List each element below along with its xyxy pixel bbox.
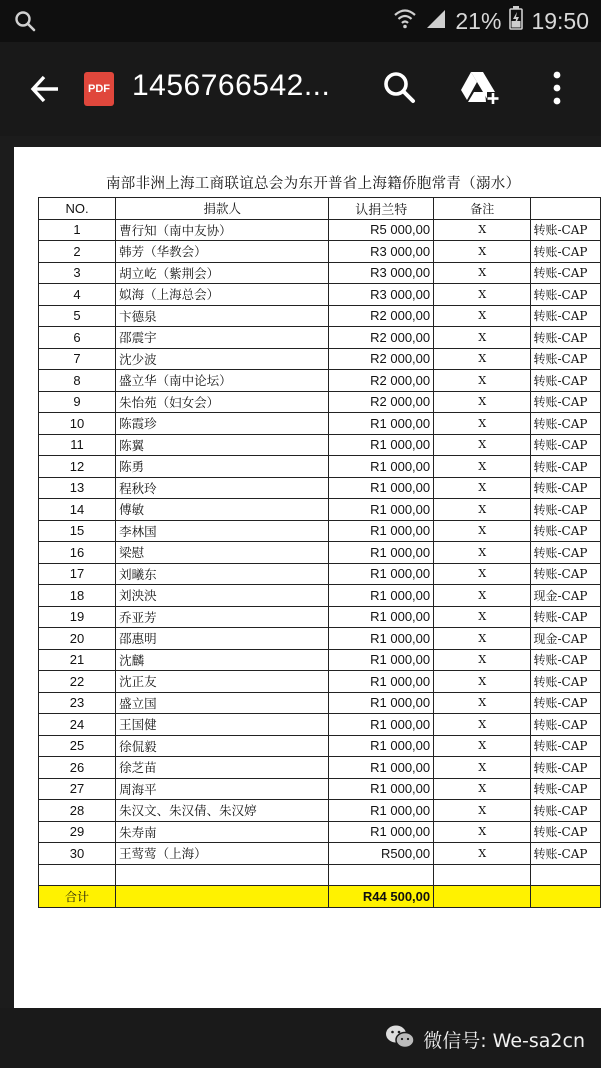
donation-amount: R1 000,00 <box>329 671 434 693</box>
note-mark: X <box>434 542 531 564</box>
header-no: NO. <box>39 198 116 220</box>
donation-amount: R1 000,00 <box>329 434 434 456</box>
bottom-bar <box>0 1008 601 1068</box>
blank-cell <box>531 864 601 886</box>
donation-amount: R1 000,00 <box>329 542 434 564</box>
note-mark: X <box>434 843 531 865</box>
donor-name: 朱怡苑（妇女会） <box>116 391 329 413</box>
donor-name: 陈霞珍 <box>116 413 329 435</box>
donation-amount: R2 000,00 <box>329 305 434 327</box>
page-heading: 南部非洲上海工商联谊总会为东开普省上海籍侨胞常青（溺水） <box>106 176 521 192</box>
note-mark: X <box>434 821 531 843</box>
clock: 19:50 <box>531 7 589 34</box>
donor-name: 刘泱泱 <box>116 585 329 607</box>
donor-name: 王国健 <box>116 714 329 736</box>
table-row <box>39 348 601 370</box>
total-amount: R44 500,00 <box>329 886 434 908</box>
table-row <box>39 520 601 542</box>
donor-name: 王莺莺（上海） <box>116 843 329 865</box>
header-donor: 捐款人 <box>116 198 329 220</box>
donor-name: 邵震宇 <box>116 327 329 349</box>
payment-method: 转账-CAP <box>531 413 601 435</box>
donor-name: 邵惠明 <box>116 628 329 650</box>
note-mark: X <box>434 477 531 499</box>
donor-name: 姒海（上海总会） <box>116 284 329 306</box>
row-number: 17 <box>39 563 116 585</box>
note-mark: X <box>434 628 531 650</box>
row-number: 27 <box>39 778 116 800</box>
row-number: 24 <box>39 714 116 736</box>
signal-icon <box>425 7 447 35</box>
row-number: 30 <box>39 843 116 865</box>
donation-amount: R1 000,00 <box>329 757 434 779</box>
donor-name: 曹行知（南中友协） <box>116 219 329 241</box>
row-number: 9 <box>39 391 116 413</box>
note-mark: X <box>434 735 531 757</box>
donation-amount: R1 000,00 <box>329 477 434 499</box>
donor-name: 乔亚芳 <box>116 606 329 628</box>
donor-name: 沈正友 <box>116 671 329 693</box>
table-row <box>39 262 601 284</box>
table-row <box>39 628 601 650</box>
table-row <box>39 606 601 628</box>
payment-method: 转账-CAP <box>531 520 601 542</box>
row-number: 18 <box>39 585 116 607</box>
payment-method: 转账-CAP <box>531 327 601 349</box>
note-mark: X <box>434 757 531 779</box>
donation-amount: R1 000,00 <box>329 456 434 478</box>
row-number: 28 <box>39 800 116 822</box>
payment-method: 转账-CAP <box>531 821 601 843</box>
row-number: 12 <box>39 456 116 478</box>
donor-name: 李林国 <box>116 520 329 542</box>
table-row <box>39 757 601 779</box>
payment-method: 转账-CAP <box>531 391 601 413</box>
donor-name: 徐侃毅 <box>116 735 329 757</box>
wechat-watermark <box>385 1024 585 1055</box>
row-number: 20 <box>39 628 116 650</box>
payment-method: 转账-CAP <box>531 563 601 585</box>
row-number: 29 <box>39 821 116 843</box>
payment-method: 转账-CAP <box>531 434 601 456</box>
document-title: 1456766542... <box>132 69 331 102</box>
donation-amount: R3 000,00 <box>329 262 434 284</box>
blank-cell <box>39 864 116 886</box>
table-row <box>39 284 601 306</box>
table-row <box>39 434 601 456</box>
table-header-row <box>39 198 601 220</box>
row-number: 14 <box>39 499 116 521</box>
row-number: 13 <box>39 477 116 499</box>
donation-amount: R2 000,00 <box>329 327 434 349</box>
note-mark: X <box>434 778 531 800</box>
row-number: 6 <box>39 327 116 349</box>
table-row <box>39 821 601 843</box>
pdf-page[interactable] <box>14 147 601 1008</box>
note-mark: X <box>434 284 531 306</box>
row-number: 1 <box>39 219 116 241</box>
donor-name: 周海平 <box>116 778 329 800</box>
table-row <box>39 219 601 241</box>
payment-method: 转账-CAP <box>531 649 601 671</box>
payment-method: 转账-CAP <box>531 778 601 800</box>
note-mark: X <box>434 499 531 521</box>
table-row <box>39 735 601 757</box>
row-number: 8 <box>39 370 116 392</box>
search-button[interactable] <box>382 70 418 110</box>
total-blank <box>531 886 601 908</box>
table-row <box>39 370 601 392</box>
donation-amount: R1 000,00 <box>329 735 434 757</box>
header-amount: 认捐兰特 <box>329 198 434 220</box>
note-mark: X <box>434 585 531 607</box>
payment-method: 转账-CAP <box>531 542 601 564</box>
row-number: 11 <box>39 434 116 456</box>
table-row <box>39 477 601 499</box>
total-blank <box>116 886 329 908</box>
payment-method: 转账-CAP <box>531 305 601 327</box>
note-mark: X <box>434 800 531 822</box>
note-mark: X <box>434 241 531 263</box>
donor-name: 程秋玲 <box>116 477 329 499</box>
donor-name: 刘曦东 <box>116 563 329 585</box>
payment-method: 转账-CAP <box>531 241 601 263</box>
donor-name: 盛立国 <box>116 692 329 714</box>
note-mark: X <box>434 305 531 327</box>
table-row <box>39 671 601 693</box>
payment-method: 转账-CAP <box>531 735 601 757</box>
blank-cell <box>434 864 531 886</box>
table-row <box>39 800 601 822</box>
note-mark: X <box>434 370 531 392</box>
note-mark: X <box>434 456 531 478</box>
donation-amount: R1 000,00 <box>329 520 434 542</box>
payment-method: 转账-CAP <box>531 284 601 306</box>
note-mark: X <box>434 714 531 736</box>
donation-amount: R1 000,00 <box>329 649 434 671</box>
payment-method: 转账-CAP <box>531 262 601 284</box>
donation-amount: R5 000,00 <box>329 219 434 241</box>
note-mark: X <box>434 219 531 241</box>
donation-amount: R2 000,00 <box>329 391 434 413</box>
note-mark: X <box>434 413 531 435</box>
battery-icon <box>509 6 523 36</box>
note-mark: X <box>434 606 531 628</box>
payment-method: 转账-CAP <box>531 843 601 865</box>
table-row <box>39 305 601 327</box>
add-to-drive-button[interactable] <box>458 70 500 110</box>
payment-method: 转账-CAP <box>531 477 601 499</box>
row-number: 7 <box>39 348 116 370</box>
donor-name: 陈翼 <box>116 434 329 456</box>
donor-name: 盛立华（南中论坛） <box>116 370 329 392</box>
back-arrow-icon[interactable] <box>28 72 62 110</box>
status-bar <box>0 0 601 42</box>
blank-row <box>39 864 601 886</box>
donor-name: 沈少波 <box>116 348 329 370</box>
row-number: 19 <box>39 606 116 628</box>
row-number: 3 <box>39 262 116 284</box>
donation-amount: R3 000,00 <box>329 241 434 263</box>
note-mark: X <box>434 262 531 284</box>
table-row <box>39 714 601 736</box>
donation-amount: R1 000,00 <box>329 499 434 521</box>
payment-method: 转账-CAP <box>531 499 601 521</box>
blank-cell <box>116 864 329 886</box>
donor-name: 傅敏 <box>116 499 329 521</box>
table-row <box>39 843 601 865</box>
note-mark: X <box>434 327 531 349</box>
row-number: 22 <box>39 671 116 693</box>
wechat-icon <box>385 1024 415 1055</box>
donor-name: 朱寿南 <box>116 821 329 843</box>
payment-method: 转账-CAP <box>531 757 601 779</box>
donation-amount: R500,00 <box>329 843 434 865</box>
payment-method: 现金-CAP <box>531 585 601 607</box>
donation-amount: R1 000,00 <box>329 714 434 736</box>
wechat-id: 微信号: We-sa2cn <box>423 1030 585 1052</box>
donor-name: 陈勇 <box>116 456 329 478</box>
table-row <box>39 542 601 564</box>
table-row <box>39 241 601 263</box>
row-number: 16 <box>39 542 116 564</box>
row-number: 21 <box>39 649 116 671</box>
note-mark: X <box>434 434 531 456</box>
note-mark: X <box>434 348 531 370</box>
table-row <box>39 391 601 413</box>
blank-cell <box>329 864 434 886</box>
payment-method: 转账-CAP <box>531 348 601 370</box>
donor-name: 胡立屹（紫荆会） <box>116 262 329 284</box>
app-bar <box>0 42 601 136</box>
payment-method: 转账-CAP <box>531 606 601 628</box>
donation-amount: R3 000,00 <box>329 284 434 306</box>
table-row <box>39 585 601 607</box>
donor-name: 韩芳（华教会） <box>116 241 329 263</box>
donation-amount: R1 000,00 <box>329 821 434 843</box>
note-mark: X <box>434 563 531 585</box>
table-row <box>39 413 601 435</box>
donation-amount: R1 000,00 <box>329 413 434 435</box>
table-row <box>39 327 601 349</box>
note-mark: X <box>434 649 531 671</box>
payment-method: 转账-CAP <box>531 456 601 478</box>
note-mark: X <box>434 692 531 714</box>
donation-amount: R2 000,00 <box>329 348 434 370</box>
donation-amount: R1 000,00 <box>329 585 434 607</box>
donation-amount: R1 000,00 <box>329 778 434 800</box>
battery-percent: 21% <box>455 7 502 34</box>
donor-name: 沈麟 <box>116 649 329 671</box>
table-row <box>39 778 601 800</box>
table-row <box>39 649 601 671</box>
row-number: 26 <box>39 757 116 779</box>
donor-name: 朱汉文、朱汉倩、朱汉婷 <box>116 800 329 822</box>
donor-name: 徐芝苗 <box>116 757 329 779</box>
donor-name: 卞德泉 <box>116 305 329 327</box>
note-mark: X <box>434 671 531 693</box>
search-icon <box>14 10 36 36</box>
total-label: 合计 <box>39 886 116 908</box>
total-blank <box>434 886 531 908</box>
payment-method: 转账-CAP <box>531 219 601 241</box>
donation-amount: R1 000,00 <box>329 692 434 714</box>
table-row <box>39 692 601 714</box>
row-number: 5 <box>39 305 116 327</box>
payment-method: 转账-CAP <box>531 800 601 822</box>
payment-method: 转账-CAP <box>531 714 601 736</box>
wifi-icon <box>393 7 417 35</box>
row-number: 23 <box>39 692 116 714</box>
payment-method: 现金-CAP <box>531 628 601 650</box>
payment-method: 转账-CAP <box>531 370 601 392</box>
note-mark: X <box>434 520 531 542</box>
donation-amount: R2 000,00 <box>329 370 434 392</box>
row-number: 25 <box>39 735 116 757</box>
table-row <box>39 499 601 521</box>
table-row <box>39 563 601 585</box>
row-number: 4 <box>39 284 116 306</box>
payment-method: 转账-CAP <box>531 692 601 714</box>
row-number: 2 <box>39 241 116 263</box>
header-note: 备注 <box>434 198 531 220</box>
donation-amount: R1 000,00 <box>329 563 434 585</box>
more-options-icon[interactable] <box>552 70 562 110</box>
table-row <box>39 456 601 478</box>
header-payment <box>531 198 601 220</box>
row-number: 10 <box>39 413 116 435</box>
donation-table <box>38 197 601 908</box>
donation-amount: R1 000,00 <box>329 606 434 628</box>
donation-amount: R1 000,00 <box>329 628 434 650</box>
donation-amount: R1 000,00 <box>329 800 434 822</box>
note-mark: X <box>434 391 531 413</box>
payment-method: 转账-CAP <box>531 671 601 693</box>
total-row <box>39 886 601 908</box>
row-number: 15 <box>39 520 116 542</box>
pdf-file-icon: PDF <box>84 72 114 106</box>
donor-name: 梁慰 <box>116 542 329 564</box>
